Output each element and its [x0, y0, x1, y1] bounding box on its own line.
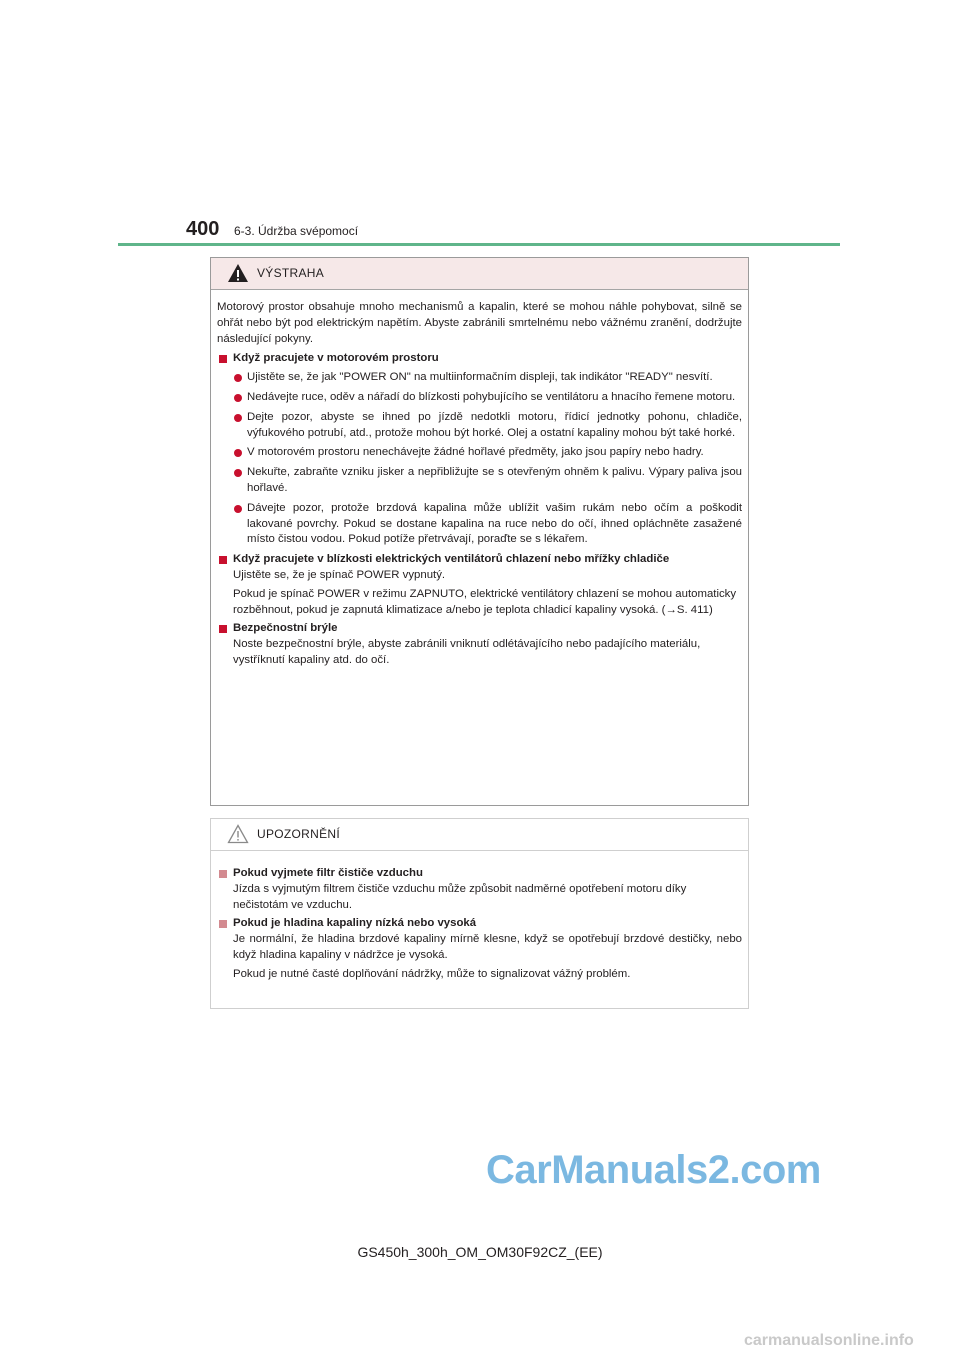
- filter-text: Jízda s vyjmutým filtrem čističe vzduchu může způsobit nadměrné opotřebení motoru díky nečistotám ve vzduchu.: [233, 882, 687, 911]
- caution-triangle-icon: [227, 824, 249, 844]
- warning-bullet-list: [217, 370, 742, 548]
- round-bullet-icon: [234, 505, 242, 513]
- list-item: [217, 465, 742, 497]
- subheading-text: Pokud je hladina kapaliny nízká nebo vysoká: [233, 917, 477, 930]
- warning-box: [210, 257, 749, 806]
- header-divider: [118, 243, 840, 246]
- list-item: [217, 501, 742, 548]
- list-item-text: Nedávejte ruce, oděv a nářadí do blízkosti pohybujícího se ventilátoru a hnacího řemene motoru.: [247, 390, 736, 403]
- warning-title: VÝSTRAHA: [257, 266, 325, 280]
- square-bullet-icon: [219, 625, 227, 633]
- warning-header: [211, 258, 748, 290]
- round-bullet-icon: [234, 469, 242, 477]
- square-bullet-icon: [219, 870, 227, 878]
- round-bullet-icon: [234, 394, 242, 402]
- list-item: [217, 445, 742, 461]
- round-bullet-icon: [234, 374, 242, 382]
- fluid-text-1: Je normální, že hladina brzdové kapaliny mírně klesne, když se opotřebují brzdové destičky, nebo když hladina kapaliny v nádržce je vysoká.: [233, 933, 742, 961]
- fans-line-2: Pokud je spínač POWER v režimu ZAPNUTO, elektrické ventilátory chlazení se mohou automaticky rozběhnout, pokud je zapnutá klimatizace a/nebo je teplota chladicí kapaliny vysoká. (→S. 411): [233, 587, 737, 616]
- notice-subheading-filter: [217, 866, 742, 882]
- warning-subheading-fans: [217, 552, 742, 568]
- list-item: [217, 390, 742, 406]
- notice-subheading-fluid: [217, 916, 742, 932]
- list-item-text: Dejte pozor, abyste se ihned po jízdě nedotkli motoru, řídicí jednotky pohonu, chladiče, výfukového potrubí, atd., protože mohou být horké. Olej a ostatní kapaliny mohou být také horké.: [247, 410, 742, 439]
- list-item: [217, 370, 742, 386]
- fluid-text-2: Pokud je nutné časté doplňování nádržky, může to signalizovat vážný problém.: [233, 967, 631, 980]
- footer-code: GS450h_300h_OM_OM30F92CZ_(EE): [357, 1244, 603, 1260]
- subheading-text: Pokud vyjmete filtr čističe vzduchu: [233, 867, 423, 879]
- notice-header: [211, 819, 748, 851]
- list-item-text: Nekuřte, zabraňte vzniku jisker a nepřibližujte se s otevřeným ohněm k palivu. Výpary paliva jsou hořlavé.: [247, 466, 742, 494]
- square-bullet-icon: [219, 920, 227, 928]
- square-bullet-icon: [219, 355, 227, 363]
- warning-subheading-goggles: [217, 621, 742, 637]
- notice-box: [210, 818, 749, 1009]
- subheading-text: Když pracujete v blízkosti elektrických ventilátorů chlazení nebo mřížky chladiče: [233, 553, 670, 566]
- warning-body: [211, 290, 748, 669]
- subheading-text: Bezpečnostní brýle: [233, 622, 338, 635]
- list-item-text: V motorovém prostoru nenechávejte žádné hořlavé předměty, jako jsou papíry nebo hadry.: [247, 446, 704, 459]
- watermark-logo: CarManuals2.com: [486, 1148, 821, 1192]
- list-item-text: Dávejte pozor, protože brzdová kapalina může ublížit vašim rukám nebo očím a poškodit lakované povrchy. Pokud se dostane kapalina na ruce nebo do očí, ihned opláchněte zasažené místo čistou vodou. Pokud potíže přetrvávají, poraďte se s lékařem.: [247, 501, 742, 546]
- section-title: 6-3. Údržba svépomocí: [234, 224, 359, 238]
- notice-body: [211, 851, 748, 983]
- list-item-text: Ujistěte se, že jak "POWER ON" na multiinformačním displeji, tak indikátor "READY" nesvítí.: [247, 371, 713, 384]
- round-bullet-icon: [234, 449, 242, 457]
- watermark-site: carmanualsonline.info: [744, 1332, 914, 1349]
- list-item: [217, 410, 742, 442]
- fans-line-1: Ujistěte se, že je spínač POWER vypnutý.: [233, 568, 446, 581]
- warning-intro: Motorový prostor obsahuje mnoho mechanismů a kapalin, které se mohou náhle pohybovat, silně se ohřát nebo být pod elektrickým napětím. Abyste zabránili smrtelnému nebo vážnému zranění, dodržujte následující pokyny.: [217, 301, 742, 345]
- warning-subheading-engine: [217, 351, 742, 367]
- goggles-text: Noste bezpečnostní brýle, abyste zabránili vniknutí odlétávajícího nebo padajícího materiálu, vystříknutí kapaliny atd. do očí.: [233, 638, 701, 666]
- round-bullet-icon: [234, 414, 242, 422]
- page-number: 400: [186, 218, 220, 240]
- warning-triangle-icon: [227, 263, 249, 283]
- subheading-text: Když pracujete v motorovém prostoru: [233, 352, 439, 365]
- square-bullet-icon: [219, 556, 227, 564]
- notice-title: UPOZORNĚNÍ: [257, 827, 341, 841]
